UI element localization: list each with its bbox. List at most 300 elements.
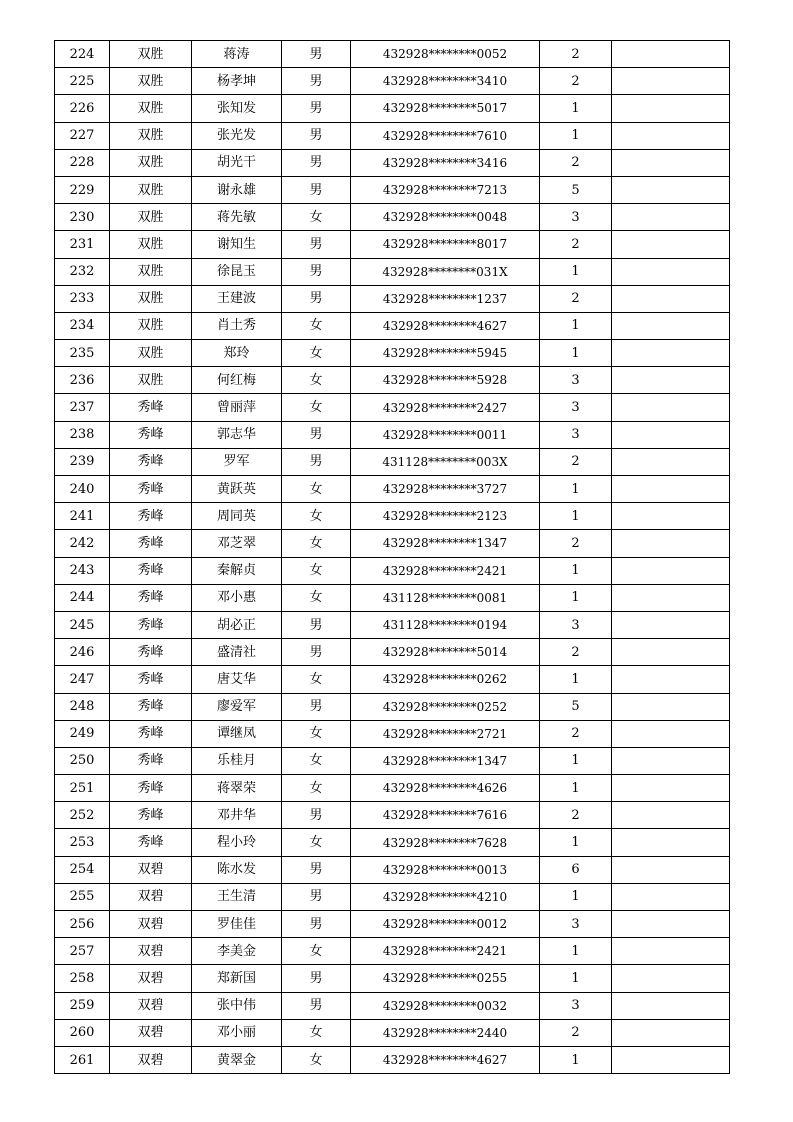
note-cell: [612, 666, 730, 693]
table-row: [55, 149, 730, 176]
note-cell: [612, 340, 730, 367]
gender-cell: 男: [282, 965, 351, 992]
person-name-cell: 谢永雄: [192, 176, 282, 203]
table-row: [55, 992, 730, 1019]
count-cell: 2: [540, 41, 612, 68]
gender-cell: 女: [282, 312, 351, 339]
row-number-cell: 230: [55, 204, 110, 231]
count-cell: 2: [540, 149, 612, 176]
count-cell: 1: [540, 1046, 612, 1073]
table-row: [55, 938, 730, 965]
note-cell: [612, 1019, 730, 1046]
gender-cell: 男: [282, 41, 351, 68]
person-name-cell: 王生清: [192, 883, 282, 910]
id-number-cell: 432928********2421: [351, 938, 540, 965]
id-number-cell: 432928********1347: [351, 530, 540, 557]
id-number-cell: 432928********0032: [351, 992, 540, 1019]
id-number-cell: 431128********003X: [351, 448, 540, 475]
gender-cell: 女: [282, 530, 351, 557]
gender-cell: 女: [282, 476, 351, 503]
note-cell: [612, 95, 730, 122]
table-row: [55, 775, 730, 802]
row-number-cell: 247: [55, 666, 110, 693]
village-cell: 双胜: [110, 68, 192, 95]
gender-cell: 女: [282, 1046, 351, 1073]
table-row: [55, 312, 730, 339]
row-number-cell: 231: [55, 231, 110, 258]
table-row: [55, 639, 730, 666]
note-cell: [612, 312, 730, 339]
id-number-cell: 432928********2123: [351, 503, 540, 530]
village-cell: 双胜: [110, 149, 192, 176]
person-name-cell: 邓井华: [192, 802, 282, 829]
village-cell: 双胜: [110, 41, 192, 68]
gender-cell: 男: [282, 911, 351, 938]
count-cell: 2: [540, 231, 612, 258]
note-cell: [612, 367, 730, 394]
table-row: [55, 231, 730, 258]
id-number-cell: 432928********5928: [351, 367, 540, 394]
table-row: [55, 1046, 730, 1073]
roster-body: [55, 41, 730, 1074]
gender-cell: 女: [282, 666, 351, 693]
id-number-cell: 432928********0011: [351, 421, 540, 448]
id-number-cell: 432928********0052: [351, 41, 540, 68]
id-number-cell: 432928********3727: [351, 476, 540, 503]
count-cell: 1: [540, 584, 612, 611]
note-cell: [612, 856, 730, 883]
gender-cell: 女: [282, 775, 351, 802]
person-name-cell: 张光发: [192, 122, 282, 149]
id-number-cell: 432928********4627: [351, 312, 540, 339]
id-number-cell: 432928********7213: [351, 176, 540, 203]
person-name-cell: 曾丽萍: [192, 394, 282, 421]
row-number-cell: 237: [55, 394, 110, 421]
id-number-cell: 432928********3416: [351, 149, 540, 176]
note-cell: [612, 41, 730, 68]
count-cell: 1: [540, 883, 612, 910]
id-number-cell: 432928********0013: [351, 856, 540, 883]
note-cell: [612, 122, 730, 149]
person-name-cell: 谭继凤: [192, 720, 282, 747]
village-cell: 双碧: [110, 992, 192, 1019]
person-name-cell: 何红梅: [192, 367, 282, 394]
row-number-cell: 257: [55, 938, 110, 965]
village-cell: 双碧: [110, 1019, 192, 1046]
note-cell: [612, 611, 730, 638]
gender-cell: 男: [282, 258, 351, 285]
roster-table: [54, 40, 730, 1074]
note-cell: [612, 938, 730, 965]
count-cell: 1: [540, 503, 612, 530]
count-cell: 3: [540, 367, 612, 394]
row-number-cell: 258: [55, 965, 110, 992]
person-name-cell: 程小玲: [192, 829, 282, 856]
count-cell: 1: [540, 775, 612, 802]
row-number-cell: 260: [55, 1019, 110, 1046]
count-cell: 1: [540, 829, 612, 856]
village-cell: 双碧: [110, 911, 192, 938]
person-name-cell: 张知发: [192, 95, 282, 122]
id-number-cell: 432928********5014: [351, 639, 540, 666]
row-number-cell: 227: [55, 122, 110, 149]
person-name-cell: 蒋先敏: [192, 204, 282, 231]
row-number-cell: 255: [55, 883, 110, 910]
row-number-cell: 261: [55, 1046, 110, 1073]
village-cell: 双碧: [110, 856, 192, 883]
village-cell: 双碧: [110, 1046, 192, 1073]
person-name-cell: 谢知生: [192, 231, 282, 258]
count-cell: 2: [540, 720, 612, 747]
gender-cell: 男: [282, 285, 351, 312]
table-row: [55, 394, 730, 421]
gender-cell: 女: [282, 1019, 351, 1046]
note-cell: [612, 285, 730, 312]
id-number-cell: 432928********2421: [351, 557, 540, 584]
row-number-cell: 245: [55, 611, 110, 638]
village-cell: 秀峰: [110, 557, 192, 584]
note-cell: [612, 557, 730, 584]
village-cell: 秀峰: [110, 611, 192, 638]
count-cell: 1: [540, 122, 612, 149]
table-row: [55, 503, 730, 530]
village-cell: 双胜: [110, 95, 192, 122]
count-cell: 5: [540, 693, 612, 720]
table-row: [55, 802, 730, 829]
id-number-cell: 432928********1347: [351, 747, 540, 774]
row-number-cell: 224: [55, 41, 110, 68]
note-cell: [612, 231, 730, 258]
count-cell: 1: [540, 476, 612, 503]
person-name-cell: 陈水发: [192, 856, 282, 883]
gender-cell: 男: [282, 68, 351, 95]
village-cell: 秀峰: [110, 802, 192, 829]
village-cell: 秀峰: [110, 829, 192, 856]
id-number-cell: 432928********7616: [351, 802, 540, 829]
person-name-cell: 杨孝坤: [192, 68, 282, 95]
count-cell: 1: [540, 747, 612, 774]
count-cell: 1: [540, 258, 612, 285]
village-cell: 秀峰: [110, 747, 192, 774]
village-cell: 秀峰: [110, 448, 192, 475]
person-name-cell: 李美金: [192, 938, 282, 965]
note-cell: [612, 68, 730, 95]
gender-cell: 女: [282, 557, 351, 584]
table-row: [55, 476, 730, 503]
gender-cell: 女: [282, 340, 351, 367]
count-cell: 2: [540, 448, 612, 475]
gender-cell: 男: [282, 149, 351, 176]
person-name-cell: 郑新国: [192, 965, 282, 992]
gender-cell: 男: [282, 856, 351, 883]
row-number-cell: 240: [55, 476, 110, 503]
note-cell: [612, 476, 730, 503]
row-number-cell: 235: [55, 340, 110, 367]
id-number-cell: 432928********031X: [351, 258, 540, 285]
note-cell: [612, 448, 730, 475]
village-cell: 双胜: [110, 204, 192, 231]
id-number-cell: 432928********2440: [351, 1019, 540, 1046]
person-name-cell: 邓小惠: [192, 584, 282, 611]
gender-cell: 男: [282, 95, 351, 122]
count-cell: 3: [540, 911, 612, 938]
village-cell: 秀峰: [110, 421, 192, 448]
person-name-cell: 胡必正: [192, 611, 282, 638]
id-number-cell: 432928********5945: [351, 340, 540, 367]
village-cell: 双胜: [110, 231, 192, 258]
note-cell: [612, 992, 730, 1019]
note-cell: [612, 176, 730, 203]
gender-cell: 女: [282, 747, 351, 774]
id-number-cell: 432928********5017: [351, 95, 540, 122]
row-number-cell: 225: [55, 68, 110, 95]
person-name-cell: 王建波: [192, 285, 282, 312]
gender-cell: 男: [282, 992, 351, 1019]
count-cell: 2: [540, 802, 612, 829]
row-number-cell: 236: [55, 367, 110, 394]
village-cell: 双胜: [110, 285, 192, 312]
note-cell: [612, 639, 730, 666]
table-row: [55, 68, 730, 95]
person-name-cell: 徐昆玉: [192, 258, 282, 285]
row-number-cell: 254: [55, 856, 110, 883]
person-name-cell: 邓小丽: [192, 1019, 282, 1046]
village-cell: 双胜: [110, 258, 192, 285]
row-number-cell: 252: [55, 802, 110, 829]
count-cell: 1: [540, 95, 612, 122]
count-cell: 2: [540, 285, 612, 312]
table-row: [55, 965, 730, 992]
id-number-cell: 432928********2721: [351, 720, 540, 747]
id-number-cell: 432928********0012: [351, 911, 540, 938]
row-number-cell: 259: [55, 992, 110, 1019]
row-number-cell: 251: [55, 775, 110, 802]
table-row: [55, 584, 730, 611]
note-cell: [612, 149, 730, 176]
person-name-cell: 黄跃英: [192, 476, 282, 503]
gender-cell: 男: [282, 883, 351, 910]
note-cell: [612, 911, 730, 938]
table-row: [55, 557, 730, 584]
person-name-cell: 蒋涛: [192, 41, 282, 68]
id-number-cell: 432928********4627: [351, 1046, 540, 1073]
count-cell: 1: [540, 340, 612, 367]
note-cell: [612, 829, 730, 856]
id-number-cell: 432928********4626: [351, 775, 540, 802]
gender-cell: 女: [282, 938, 351, 965]
table-row: [55, 122, 730, 149]
id-number-cell: 431128********0194: [351, 611, 540, 638]
note-cell: [612, 258, 730, 285]
note-cell: [612, 530, 730, 557]
village-cell: 秀峰: [110, 639, 192, 666]
row-number-cell: 249: [55, 720, 110, 747]
table-row: [55, 611, 730, 638]
note-cell: [612, 802, 730, 829]
count-cell: 2: [540, 639, 612, 666]
table-row: [55, 883, 730, 910]
row-number-cell: 226: [55, 95, 110, 122]
count-cell: 5: [540, 176, 612, 203]
row-number-cell: 232: [55, 258, 110, 285]
table-row: [55, 666, 730, 693]
person-name-cell: 乐桂月: [192, 747, 282, 774]
row-number-cell: 228: [55, 149, 110, 176]
village-cell: 双胜: [110, 367, 192, 394]
gender-cell: 女: [282, 829, 351, 856]
table-row: [55, 720, 730, 747]
row-number-cell: 239: [55, 448, 110, 475]
gender-cell: 男: [282, 421, 351, 448]
note-cell: [612, 584, 730, 611]
count-cell: 1: [540, 312, 612, 339]
note-cell: [612, 747, 730, 774]
gender-cell: 男: [282, 693, 351, 720]
id-number-cell: 432928********7628: [351, 829, 540, 856]
village-cell: 双碧: [110, 965, 192, 992]
table-row: [55, 176, 730, 203]
gender-cell: 女: [282, 204, 351, 231]
village-cell: 双碧: [110, 883, 192, 910]
count-cell: 1: [540, 557, 612, 584]
person-name-cell: 周同英: [192, 503, 282, 530]
note-cell: [612, 720, 730, 747]
person-name-cell: 黄翠金: [192, 1046, 282, 1073]
id-number-cell: 432928********1237: [351, 285, 540, 312]
table-row: [55, 258, 730, 285]
note-cell: [612, 883, 730, 910]
count-cell: 2: [540, 1019, 612, 1046]
row-number-cell: 244: [55, 584, 110, 611]
table-row: [55, 693, 730, 720]
note-cell: [612, 394, 730, 421]
village-cell: 双胜: [110, 312, 192, 339]
id-number-cell: 431128********0081: [351, 584, 540, 611]
row-number-cell: 233: [55, 285, 110, 312]
row-number-cell: 246: [55, 639, 110, 666]
village-cell: 秀峰: [110, 666, 192, 693]
table-row: [55, 747, 730, 774]
row-number-cell: 243: [55, 557, 110, 584]
gender-cell: 女: [282, 720, 351, 747]
table-row: [55, 95, 730, 122]
table-row: [55, 204, 730, 231]
id-number-cell: 432928********0048: [351, 204, 540, 231]
village-cell: 秀峰: [110, 530, 192, 557]
table-row: [55, 1019, 730, 1046]
note-cell: [612, 965, 730, 992]
gender-cell: 女: [282, 367, 351, 394]
count-cell: 2: [540, 530, 612, 557]
row-number-cell: 256: [55, 911, 110, 938]
count-cell: 3: [540, 394, 612, 421]
row-number-cell: 248: [55, 693, 110, 720]
note-cell: [612, 1046, 730, 1073]
gender-cell: 男: [282, 639, 351, 666]
village-cell: 双碧: [110, 938, 192, 965]
count-cell: 6: [540, 856, 612, 883]
gender-cell: 男: [282, 122, 351, 149]
id-number-cell: 432928********4210: [351, 883, 540, 910]
count-cell: 3: [540, 611, 612, 638]
table-row: [55, 41, 730, 68]
village-cell: 秀峰: [110, 720, 192, 747]
village-cell: 秀峰: [110, 693, 192, 720]
id-number-cell: 432928********3410: [351, 68, 540, 95]
table-row: [55, 530, 730, 557]
person-name-cell: 唐艾华: [192, 666, 282, 693]
person-name-cell: 秦解贞: [192, 557, 282, 584]
row-number-cell: 253: [55, 829, 110, 856]
id-number-cell: 432928********0262: [351, 666, 540, 693]
note-cell: [612, 204, 730, 231]
row-number-cell: 250: [55, 747, 110, 774]
person-name-cell: 郑玲: [192, 340, 282, 367]
gender-cell: 男: [282, 611, 351, 638]
row-number-cell: 241: [55, 503, 110, 530]
table-row: [55, 856, 730, 883]
table-row: [55, 829, 730, 856]
table-row: [55, 911, 730, 938]
count-cell: 3: [540, 204, 612, 231]
person-name-cell: 郭志华: [192, 421, 282, 448]
village-cell: 秀峰: [110, 476, 192, 503]
id-number-cell: 432928********0252: [351, 693, 540, 720]
id-number-cell: 432928********0255: [351, 965, 540, 992]
table-row: [55, 448, 730, 475]
count-cell: 1: [540, 965, 612, 992]
village-cell: 双胜: [110, 176, 192, 203]
count-cell: 3: [540, 421, 612, 448]
village-cell: 秀峰: [110, 394, 192, 421]
person-name-cell: 张中伟: [192, 992, 282, 1019]
village-cell: 秀峰: [110, 775, 192, 802]
table-row: [55, 367, 730, 394]
count-cell: 1: [540, 938, 612, 965]
row-number-cell: 238: [55, 421, 110, 448]
id-number-cell: 432928********7610: [351, 122, 540, 149]
person-name-cell: 罗军: [192, 448, 282, 475]
count-cell: 2: [540, 68, 612, 95]
person-name-cell: 肖土秀: [192, 312, 282, 339]
village-cell: 双胜: [110, 340, 192, 367]
table-row: [55, 421, 730, 448]
table-row: [55, 285, 730, 312]
note-cell: [612, 775, 730, 802]
person-name-cell: 廖爱军: [192, 693, 282, 720]
id-number-cell: 432928********8017: [351, 231, 540, 258]
table-row: [55, 340, 730, 367]
note-cell: [612, 503, 730, 530]
gender-cell: 女: [282, 584, 351, 611]
note-cell: [612, 693, 730, 720]
gender-cell: 男: [282, 176, 351, 203]
person-name-cell: 盛清社: [192, 639, 282, 666]
village-cell: 秀峰: [110, 503, 192, 530]
count-cell: 3: [540, 992, 612, 1019]
gender-cell: 女: [282, 394, 351, 421]
count-cell: 1: [540, 666, 612, 693]
row-number-cell: 229: [55, 176, 110, 203]
village-cell: 双胜: [110, 122, 192, 149]
person-name-cell: 蒋翠荣: [192, 775, 282, 802]
note-cell: [612, 421, 730, 448]
gender-cell: 男: [282, 802, 351, 829]
person-name-cell: 罗佳佳: [192, 911, 282, 938]
village-cell: 秀峰: [110, 584, 192, 611]
id-number-cell: 432928********2427: [351, 394, 540, 421]
person-name-cell: 邓芝翠: [192, 530, 282, 557]
